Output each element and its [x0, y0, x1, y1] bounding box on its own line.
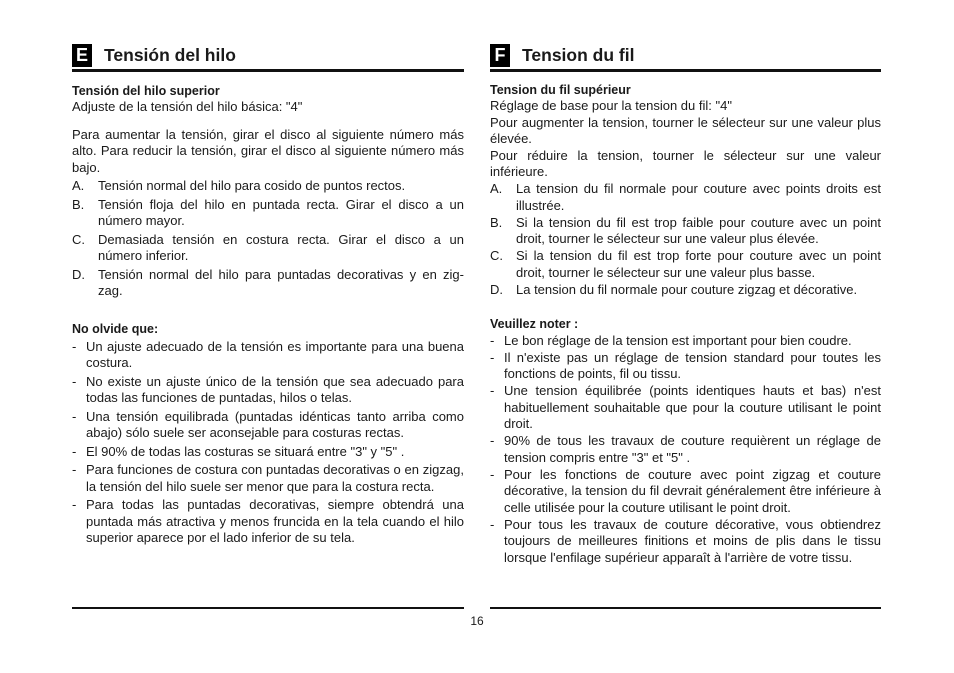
list-item — [490, 181, 881, 214]
note-text: Une tension équilibrée (points identiques hauts et bas) n'est habituellement souhaitable que pour la couture utilisant le point droit. — [504, 383, 881, 431]
note-text: Pour les fonctions de couture avec point zigzag et couture décorative, la tension du fil devrait généralement être inférieure à celle utilisée pour la couture utilisant le point droit. — [504, 466, 881, 515]
spanish-column — [72, 42, 464, 547]
bullet-dash: - — [72, 373, 77, 389]
bullet-dash: - — [490, 466, 495, 482]
subsection-title: Tensión del hilo superior — [72, 84, 220, 98]
list-item — [72, 197, 464, 230]
note-item — [490, 333, 881, 350]
list-item-text: Tensión floja del hilo en puntada recta. Girar el disco a un número mayor. — [98, 196, 464, 228]
note-item — [490, 383, 881, 433]
bullet-dash: - — [72, 408, 77, 424]
page-number: 16 — [470, 614, 484, 628]
note-item — [72, 339, 464, 372]
notes-title: Veuillez noter : — [490, 317, 579, 331]
bullet-dash: - — [72, 497, 77, 512]
header-rule — [490, 69, 881, 72]
bullet-dash: - — [490, 433, 495, 448]
note-text: Il n'existe pas un réglage de tension standard pour toutes les fonctions de points, fil ou tissu. — [504, 349, 881, 381]
list-item — [72, 267, 464, 300]
list-item — [490, 282, 881, 299]
bullet-dash: - — [490, 516, 495, 532]
bullet-dash: - — [490, 383, 495, 398]
bullet-dash: - — [72, 338, 77, 354]
list-marker: A. — [490, 181, 503, 196]
note-item — [72, 444, 464, 461]
list-item-text: Demasiada tensión en costura recta. Girar el disco a un número inferior. — [98, 231, 464, 263]
note-text: Pour tous les travaux de couture décorative, vous obtiendrez toujours de meilleures finitions et moins de plis dans le tissu lorsque l'enfilage supérieur apparaît à l'arrière de votre tissu. — [504, 516, 881, 565]
list-item-text: Tensión normal del hilo para cosido de puntos rectos. — [98, 178, 406, 193]
decrease-instructions: Pour réduire la tension, tourner le sélecteur sur une valeur inférieure. — [490, 147, 881, 179]
footer-rule-left — [72, 607, 464, 609]
basic-setting-text: Réglage de base pour la tension du fil: "4" — [490, 98, 732, 113]
increase-instructions: Pour augmenter la tension, tourner le sélecteur sur une valeur plus élevée. — [490, 114, 881, 146]
list-item-text: Si la tension du fil est trop forte pour couture avec un point droit, tourner le sélecteur sur une valeur plus basse. — [516, 248, 881, 280]
list-marker: B. — [72, 196, 85, 212]
list-item — [72, 178, 464, 195]
note-text: 90% de tous les travaux de couture requièrent un réglage de tension compris entre "3" et "5" . — [504, 433, 881, 465]
note-text: El 90% de todas las costuras se situará entre "3" y "5" . — [86, 443, 405, 459]
bullet-dash: - — [72, 462, 77, 477]
section-title: Tensión del hilo — [104, 44, 236, 65]
french-column — [490, 42, 881, 566]
note-text: No existe un ajuste único de la tensión que sea adecuado para todas las funciones de puntadas, hilos o telas. — [86, 373, 464, 405]
list-item-text: La tension du fil normale pour couture avec points droits est illustrée. — [516, 181, 881, 213]
bullet-dash: - — [490, 349, 495, 365]
subsection-title: Tension du fil supérieur — [490, 83, 631, 97]
language-badge: E — [72, 44, 92, 67]
section-header — [490, 42, 881, 68]
note-text: Le bon réglage de la tension est important pour bien coudre. — [504, 332, 852, 348]
list-marker: C. — [72, 231, 85, 247]
note-item — [490, 467, 881, 517]
adjust-instructions: Para aumentar la tensión, girar el disco al siguiente número más alto. Para reducir la tensión, girar el disco al siguiente número más bajo. — [72, 126, 464, 175]
list-marker: D. — [490, 281, 503, 297]
notes-title: No olvide que: — [72, 321, 159, 336]
basic-setting-text: Adjuste de la tensión del hilo básica: "4" — [72, 99, 303, 114]
note-text: Un ajuste adecuado de la tensión es importante para una buena costura. — [86, 338, 464, 370]
note-text: Para todas las puntadas decorativas, siempre obtendrá una puntada más atractiva y menos fruncida en la tela cuando el hilo superior aparece por el lado inferior de su tela. — [86, 497, 464, 545]
note-item — [490, 433, 881, 466]
note-text: Una tensión equilibrada (puntadas idénticas tanto arriba como abajo) sólo suele ser aconsejable para costuras rectas. — [86, 408, 464, 440]
note-item — [72, 409, 464, 442]
list-item-text: Tensión normal del hilo para puntadas decorativas y en zig-zag. — [98, 266, 464, 298]
section-title: Tension du fil — [522, 44, 635, 65]
note-item — [72, 497, 464, 547]
note-item — [72, 374, 464, 407]
footer-rule-right — [490, 607, 881, 609]
list-item — [72, 232, 464, 265]
list-item — [490, 248, 881, 281]
note-text: Para funciones de costura con puntadas decorativas o en zigzag, la tensión del hilo suele ser menor que para la costura recta. — [86, 462, 464, 494]
list-item-text: Si la tension du fil est trop faible pour couture avec un point droit, tourner le sélecteur sur une valeur plus élevée. — [516, 214, 881, 246]
list-marker: B. — [490, 214, 503, 230]
header-rule — [72, 69, 464, 72]
list-item-text: La tension du fil normale pour couture zigzag et décorative. — [516, 281, 858, 297]
section-header — [72, 42, 464, 68]
language-badge: F — [490, 44, 510, 67]
note-item — [490, 517, 881, 567]
list-marker: A. — [72, 178, 85, 193]
bullet-dash: - — [72, 443, 77, 459]
note-item — [490, 350, 881, 383]
bullet-dash: - — [490, 332, 495, 348]
note-item — [72, 462, 464, 495]
list-marker: D. — [72, 266, 85, 282]
list-item — [490, 215, 881, 248]
list-marker: C. — [490, 248, 503, 263]
